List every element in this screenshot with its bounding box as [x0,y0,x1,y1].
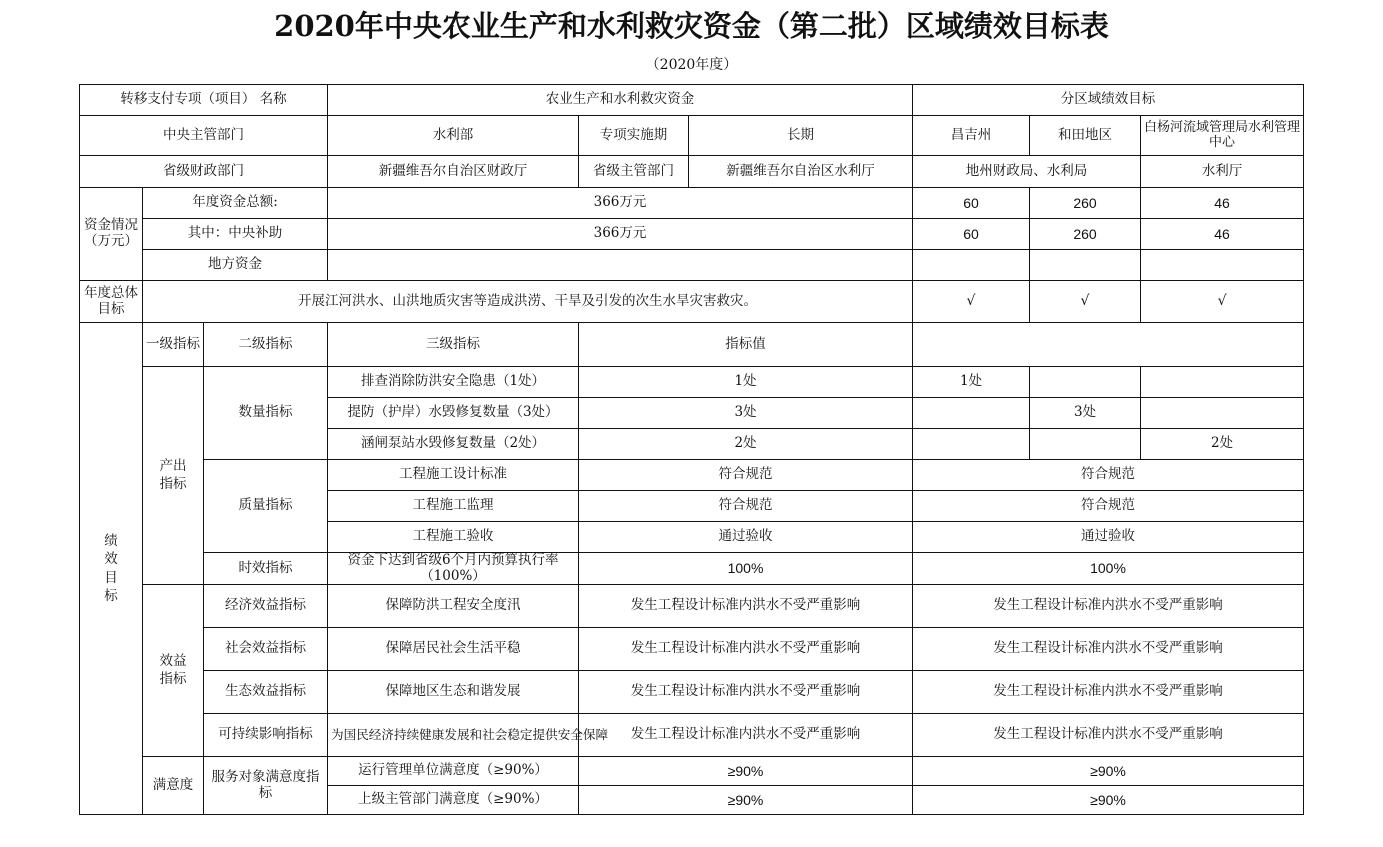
col-level1: 一级指标 [143,323,204,367]
funds-total-r2: 260 [1030,188,1141,219]
col-region-empty [913,323,1304,367]
local-dept-3: 水利厅 [1141,156,1304,188]
indicators-section-label: 绩效目标 [80,323,143,815]
quantity-label: 数量指标 [204,367,328,460]
region-goal-label: 分区域绩效目标 [913,85,1304,116]
table-row [80,281,1304,323]
social-label: 社会效益指标 [204,628,328,671]
funds-total-r3: 46 [1141,188,1304,219]
q3-r2 [1030,429,1141,460]
s1: 保障居民社会生活平稳 [328,628,579,671]
funds-total-r1: 60 [913,188,1030,219]
g1-value: 发生工程设计标准内洪水不受严重影响 [579,671,913,714]
ql1-region: 符合规范 [913,460,1304,491]
ql3-value: 通过验收 [579,522,913,553]
local-dept-12: 地州财政局、水利局 [913,156,1141,188]
table-row [80,460,1304,491]
q2-r3 [1141,398,1304,429]
q3-r3: 2处 [1141,429,1304,460]
q2: 提防（护岸）水毁修复数量（3处） [328,398,579,429]
funds-local-label: 地方资金 [143,250,328,281]
annual-goal-label: 年度总体目标 [80,281,143,323]
funds-local-r1 [913,250,1030,281]
q1-r1: 1处 [913,367,1030,398]
region-1: 昌吉州 [913,116,1030,156]
q3-r1 [913,429,1030,460]
s1-value: 发生工程设计标准内洪水不受严重影响 [579,628,913,671]
time-label: 时效指标 [204,553,328,585]
period-label: 专项实施期 [579,116,689,156]
central-dept: 水利部 [328,116,579,156]
p1: 为国民经济持续健康发展和社会稳定提供安全保障 [328,714,579,757]
region-2: 和田地区 [1030,116,1141,156]
g1: 保障地区生态和谐发展 [328,671,579,714]
table-row [80,585,1304,628]
t1-value: 100% [579,553,913,585]
prov-finance: 新疆维吾尔自治区财政厅 [328,156,579,188]
funds-central-r1: 60 [913,219,1030,250]
funds-total-label: 年度资金总额: [143,188,328,219]
sat2: 上级主管部门满意度（≥90%） [328,786,579,815]
q1: 排查消除防洪安全隐患（1处） [328,367,579,398]
table-row [80,188,1304,219]
table-row [80,628,1304,671]
benefit-label: 效益指标 [143,585,204,757]
e1-value: 发生工程设计标准内洪水不受严重影响 [579,585,913,628]
funds-local-r2 [1030,250,1141,281]
period: 长期 [689,116,913,156]
sustain-label: 可持续影响指标 [204,714,328,757]
q1-value: 1处 [579,367,913,398]
performance-table [79,84,1304,815]
funds-total: 366万元 [328,188,913,219]
annual-goal-check-r2: √ [1030,281,1141,323]
funds-central-r3: 46 [1141,219,1304,250]
t1: 资金下达到省级6个月内预算执行率（100%） [328,553,579,585]
table-row [80,714,1304,757]
q2-r1 [913,398,1030,429]
q3: 涵闸泵站水毁修复数量（2处） [328,429,579,460]
sat1-region: ≥90% [913,757,1304,786]
ql3: 工程施工验收 [328,522,579,553]
prov-dept-label: 省级主管部门 [579,156,689,188]
ql1: 工程施工设计标准 [328,460,579,491]
table-row [80,156,1304,188]
ql1-value: 符合规范 [579,460,913,491]
central-dept-label: 中央主管部门 [80,116,328,156]
funds-central: 366万元 [328,219,913,250]
table-row [80,367,1304,398]
table-row [80,553,1304,585]
prov-dept: 新疆维吾尔自治区水利厅 [689,156,913,188]
satisfaction-label: 满意度 [143,757,204,815]
region-3: 白杨河流域管理局水利管理中心 [1141,116,1304,156]
sat1-value: ≥90% [579,757,913,786]
ql2: 工程施工监理 [328,491,579,522]
col-level3: 三级指标 [328,323,579,367]
sat1: 运行管理单位满意度（≥90%） [328,757,579,786]
p1-value: 发生工程设计标准内洪水不受严重影响 [579,714,913,757]
q2-r2: 3处 [1030,398,1141,429]
sat2-region: ≥90% [913,786,1304,815]
sat2-value: ≥90% [579,786,913,815]
table-row [80,250,1304,281]
table-row [80,323,1304,367]
funds-central-label: 其中：中央补助 [143,219,328,250]
t1-region: 100% [913,553,1304,585]
quality-label: 质量指标 [204,460,328,553]
e1: 保障防洪工程安全度汛 [328,585,579,628]
project-label: 转移支付专项（项目） 名称 [80,85,328,116]
ql3-region: 通过验收 [913,522,1304,553]
funds-local-r3 [1141,250,1304,281]
annual-goal-check-r1: √ [913,281,1030,323]
eco-label: 生态效益指标 [204,671,328,714]
table-row [80,85,1304,116]
annual-goal-check-r3: √ [1141,281,1304,323]
ql2-region: 符合规范 [913,491,1304,522]
econ-label: 经济效益指标 [204,585,328,628]
service-label: 服务对象满意度指标 [204,757,328,815]
q1-r3 [1141,367,1304,398]
ql2-value: 符合规范 [579,491,913,522]
annual-goal-text: 开展江河洪水、山洪地质灾害等造成洪涝、干旱及引发的次生水旱灾害救灾。 [143,281,913,323]
g1-region: 发生工程设计标准内洪水不受严重影响 [913,671,1304,714]
page-subtitle: （2020年度） [645,57,738,73]
p1-region: 发生工程设计标准内洪水不受严重影响 [913,714,1304,757]
table-row [80,116,1304,156]
output-label: 产出指标 [143,367,204,585]
q3-value: 2处 [579,429,913,460]
s1-region: 发生工程设计标准内洪水不受严重影响 [913,628,1304,671]
table-row [80,671,1304,714]
table-row [80,219,1304,250]
page-title: 2020年中央农业生产和水利救灾资金（第二批）区域绩效目标表 [274,9,1109,43]
q1-r2 [1030,367,1141,398]
project-name: 农业生产和水利救灾资金 [328,85,913,116]
col-level2: 二级指标 [204,323,328,367]
e1-region: 发生工程设计标准内洪水不受严重影响 [913,585,1304,628]
table-row [80,757,1304,786]
funds-label: 资金情况（万元） [80,188,143,281]
col-value: 指标值 [579,323,913,367]
funds-central-r2: 260 [1030,219,1141,250]
q2-value: 3处 [579,398,913,429]
prov-finance-label: 省级财政部门 [80,156,328,188]
funds-local [328,250,913,281]
